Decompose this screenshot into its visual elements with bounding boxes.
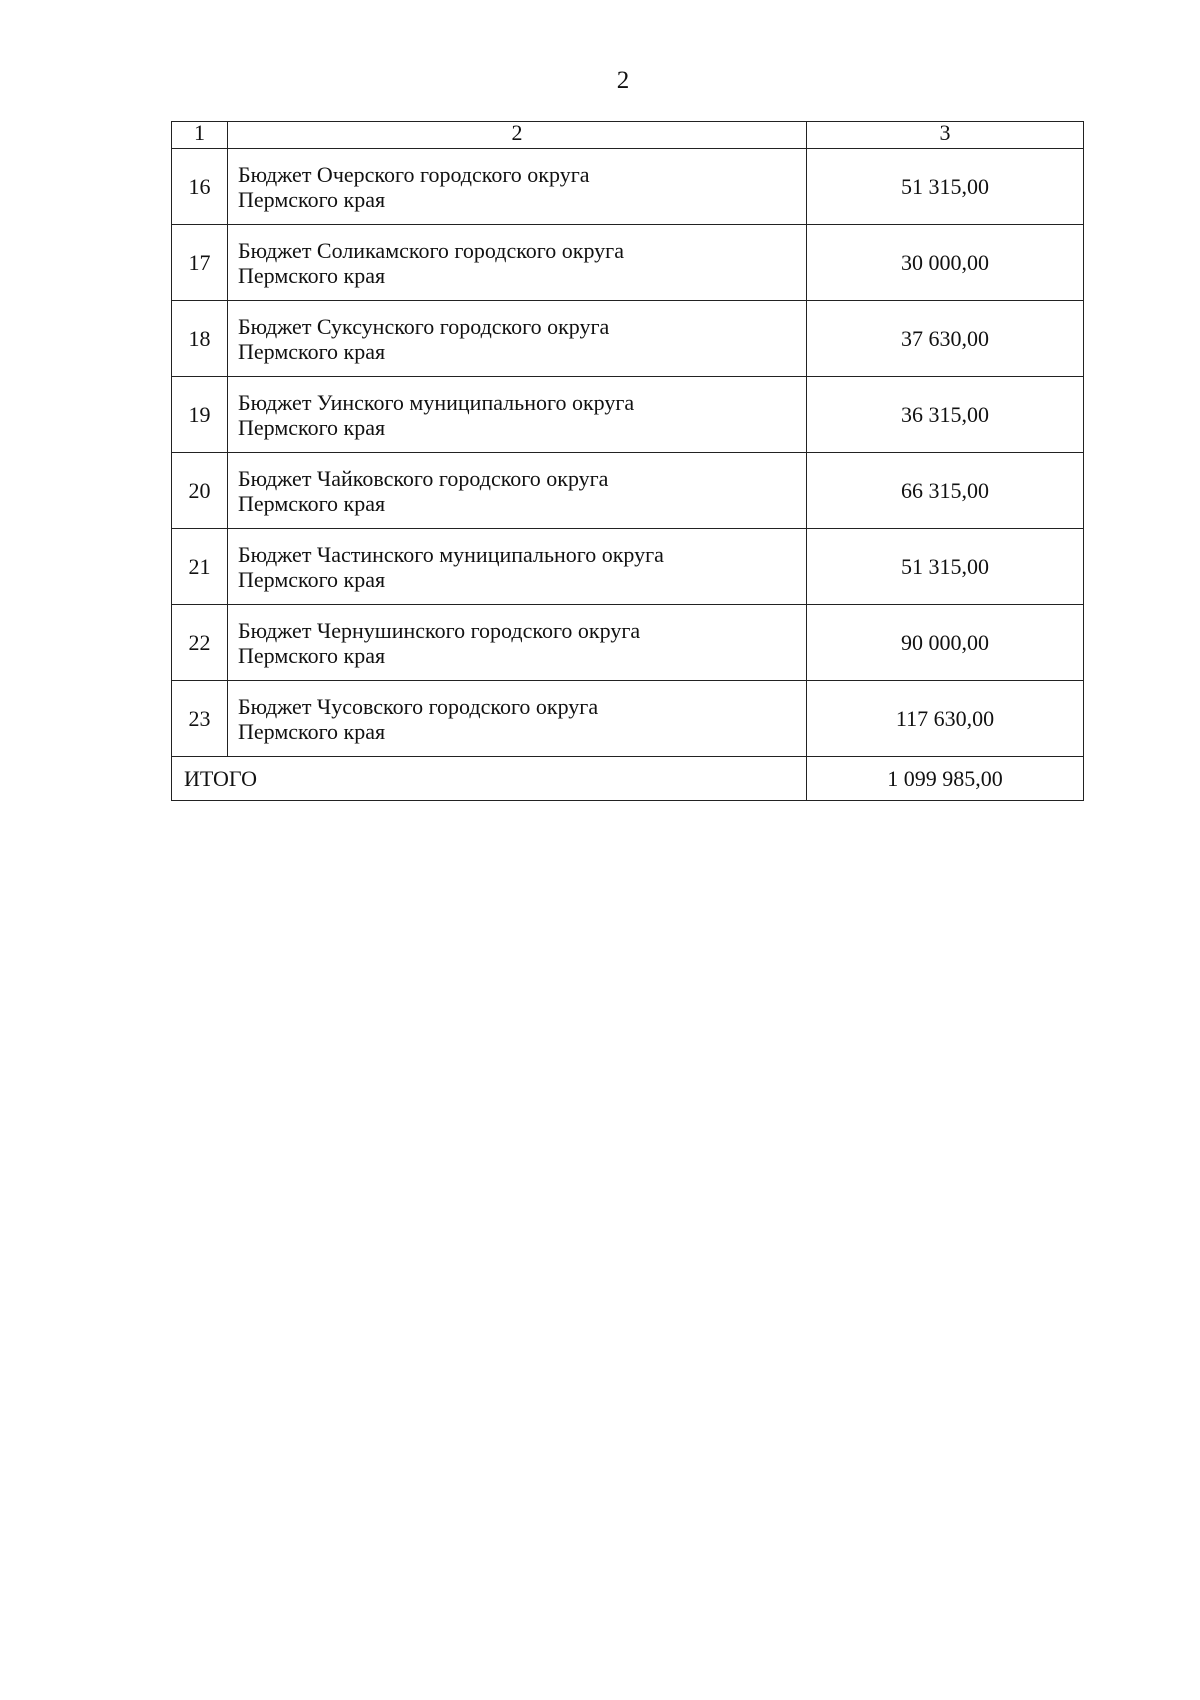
budget-amount: 37 630,00: [807, 301, 1084, 377]
budget-name-line1: Бюджет Чусовского городского округа: [238, 693, 599, 719]
row-number: 20: [172, 453, 228, 529]
budget-name: [228, 377, 807, 453]
budget-name: [228, 605, 807, 681]
total-row: [172, 757, 1084, 801]
table-row: [172, 529, 1084, 605]
budget-name: [228, 225, 807, 301]
total-amount: 1 099 985,00: [807, 757, 1084, 801]
budget-name-line1: Бюджет Чернушинского городского округа: [238, 617, 641, 643]
budget-amount: 30 000,00: [807, 225, 1084, 301]
budget-name-line2: Пермского края: [238, 718, 386, 744]
table-row: [172, 301, 1084, 377]
budget-name-line1: Бюджет Уинского муниципального округа: [238, 389, 635, 415]
budget-name-line1: Бюджет Соликамского городского округа: [238, 237, 624, 263]
budget-name: [228, 301, 807, 377]
row-number: 18: [172, 301, 228, 377]
budget-name-line2: Пермского края: [238, 186, 386, 212]
budget-name-line1: Бюджет Суксунского городского округа: [238, 313, 610, 339]
budget-name-line2: Пермского края: [238, 338, 386, 364]
page-number: 2: [616, 67, 630, 94]
budget-name-line1: Бюджет Частинского муниципального округа: [238, 541, 664, 567]
header-cell-number: 1: [172, 122, 228, 149]
budget-name-line2: Пермского края: [238, 414, 386, 440]
row-number: 16: [172, 149, 228, 225]
budget-amount: 117 630,00: [807, 681, 1084, 757]
table-row: [172, 225, 1084, 301]
budget-name-line1: Бюджет Чайковского городского округа: [238, 465, 609, 491]
budget-name: [228, 453, 807, 529]
row-number: 22: [172, 605, 228, 681]
budget-name-line2: Пермского края: [238, 566, 386, 592]
budget-name-line2: Пермского края: [238, 642, 386, 668]
budget-amount: 90 000,00: [807, 605, 1084, 681]
budget-name: [228, 681, 807, 757]
table-header-row: [172, 122, 1084, 149]
budget-name-line1: Бюджет Очерского городского округа: [238, 161, 590, 187]
table-row: [172, 377, 1084, 453]
table-row: [172, 605, 1084, 681]
table-row: [172, 149, 1084, 225]
budget-amount: 51 315,00: [807, 149, 1084, 225]
budget-amount: 66 315,00: [807, 453, 1084, 529]
budget-name: [228, 149, 807, 225]
header-cell-name: 2: [228, 122, 807, 149]
row-number: 17: [172, 225, 228, 301]
budget-name-line2: Пермского края: [238, 262, 386, 288]
table-row: [172, 681, 1084, 757]
row-number: 19: [172, 377, 228, 453]
budget-name-line2: Пермского края: [238, 490, 386, 516]
total-label: ИТОГО: [172, 757, 807, 801]
row-number: 23: [172, 681, 228, 757]
budget-table: [171, 121, 1084, 801]
budget-amount: 51 315,00: [807, 529, 1084, 605]
header-cell-amount: 3: [807, 122, 1084, 149]
budget-amount: 36 315,00: [807, 377, 1084, 453]
table-row: [172, 453, 1084, 529]
row-number: 21: [172, 529, 228, 605]
budget-name: [228, 529, 807, 605]
